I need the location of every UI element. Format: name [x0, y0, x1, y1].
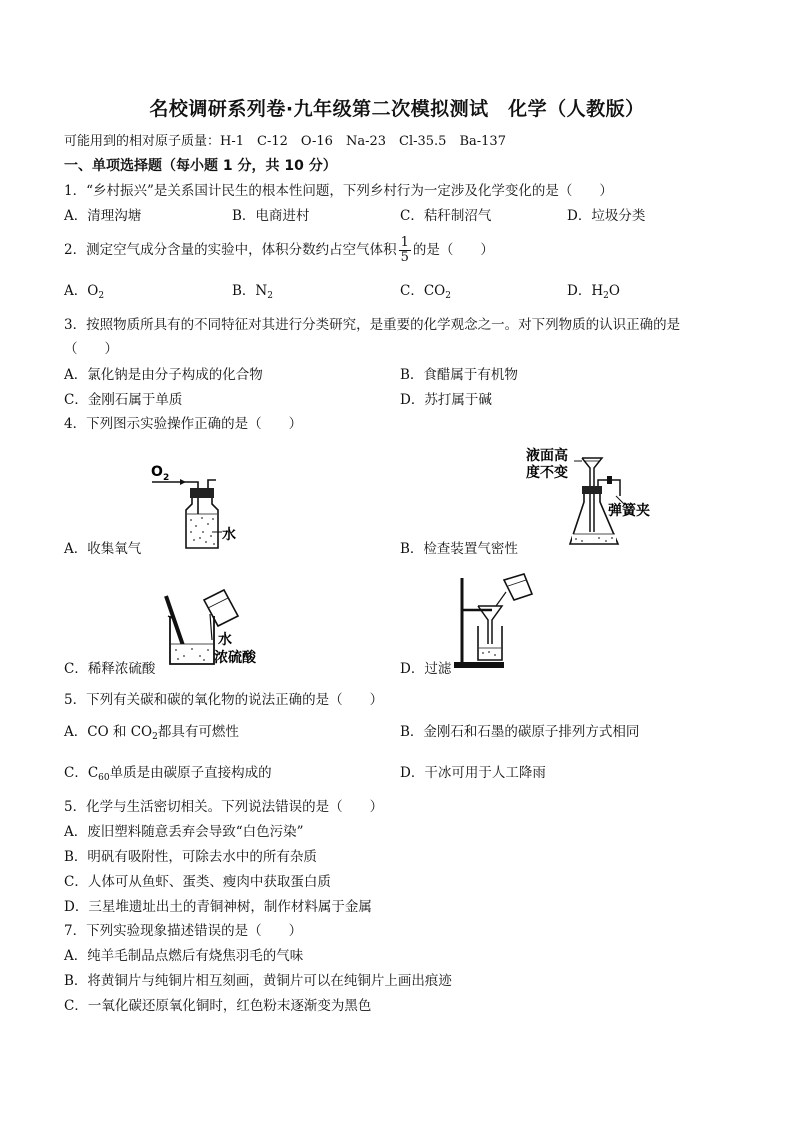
q2-d-pre: D．H	[567, 283, 604, 299]
q2-option-d	[567, 282, 620, 305]
fig-b-label1: 液面高	[526, 448, 568, 464]
q5-option-d: D．干冰可用于人工降雨	[400, 765, 546, 781]
q4-option-c: C．稀释浓硫酸	[64, 661, 156, 677]
q2-option-c	[400, 282, 451, 305]
figure-collect-oxygen	[146, 460, 256, 556]
q2-d-sub: 2	[603, 291, 609, 301]
q2-frac-den: 5	[400, 250, 409, 265]
q1-option-d: D．垃圾分类	[567, 208, 646, 224]
q4-option-a: A．收集氧气	[64, 541, 142, 557]
q2-stem-pre: 2．测定空气成分含量的实验中，体积分数约占空气体积	[64, 242, 397, 258]
fig-a-water-label: 水	[222, 527, 236, 543]
q2-d-post: O	[608, 283, 620, 299]
q5-a-sub: 2	[152, 732, 158, 742]
q3-option-a: A．氯化钠是由分子构成的化合物	[64, 367, 263, 383]
q1-option-c: C．秸秆制沼气	[400, 208, 492, 224]
fig-c-acid-label: 浓硫酸	[214, 650, 256, 666]
q6-option-c: C．人体可从鱼虾、蛋类、瘦肉中获取蛋白质	[64, 874, 331, 890]
q2-b-sub: 2	[267, 291, 273, 301]
q6-option-d: D．三星堆遗址出土的青铜神树，制作材料属于金属	[64, 899, 372, 915]
q2-stem	[64, 233, 494, 267]
page-title: 名校调研系列卷·九年级第二次模拟测试 化学（人教版）	[149, 98, 645, 120]
q2-a-text: A．O	[64, 283, 99, 299]
q5-option-a	[64, 723, 239, 746]
q6-option-a: A．废旧塑料随意丢弃会导致“白色污染”	[64, 824, 304, 840]
q3-stem-cont: （ ）	[64, 341, 118, 357]
fig-b-label2: 度不变	[526, 465, 568, 481]
q2-c-text: C．CO	[400, 283, 446, 299]
figure-filtration	[452, 572, 536, 674]
q5-a-pre: A．CO 和 CO	[64, 724, 153, 740]
q3-option-c: C．金刚石属于单质	[64, 392, 183, 408]
fig-b-clip-label: 弹簧夹	[608, 503, 650, 519]
q1-stem: 1．“乡村振兴”是关系国计民生的根本性问题，下列乡村行为一定涉及化学变化的是（ ）	[64, 183, 613, 199]
q5-c-post: 单质是由碳原子直接构成的	[109, 765, 272, 781]
q4-stem: 4．下列图示实验操作正确的是（ ）	[64, 416, 303, 432]
section-heading: 一、单项选择题（每小题 1 分，共 10 分）	[64, 158, 337, 174]
q6-option-b: B．明矾有吸附性，可除去水中的所有杂质	[64, 849, 317, 865]
q5-option-b: B．金刚石和石墨的碳原子排列方式相同	[400, 724, 640, 740]
q5-option-c	[64, 764, 272, 787]
q5-stem: 5．下列有关碳和碳的氧化物的说法正确的是（ ）	[64, 692, 384, 708]
q4-option-d: D．过滤	[400, 661, 452, 677]
q2-option-a	[64, 282, 104, 305]
fig-c-water-label: 水	[218, 632, 232, 648]
q3-option-d: D．苏打属于碱	[400, 392, 492, 408]
q1-option-a: A．清理沟塘	[64, 208, 142, 224]
q7-stem: 7．下列实验现象描述错误的是（ ）	[64, 923, 303, 939]
q3-option-b: B．食醋属于有机物	[400, 367, 518, 383]
q1-option-b: B．电商进村	[232, 208, 310, 224]
figure-dilute-sulfuric-acid	[158, 586, 273, 674]
q2-stem-post: 的是（ ）	[412, 242, 494, 258]
q5-c-pre: C．C	[64, 765, 99, 781]
q2-option-b	[232, 282, 273, 305]
q2-b-text: B．N	[232, 283, 268, 299]
q5-c-sub: 60	[98, 773, 110, 783]
fig-a-gas-sub: 2	[163, 473, 170, 483]
q2-frac-num: 1	[400, 235, 409, 250]
q7-option-b: B．将黄铜片与纯铜片相互刻画，黄铜片可以在纯铜片上画出痕迹	[64, 973, 452, 989]
q2-fraction	[399, 236, 411, 265]
q5-a-post: 都具有可燃性	[157, 724, 239, 740]
atomic-masses: 可能用到的相对原子质量：H-1 C-12 O-16 Na-23 Cl-35.5 Ba-137	[64, 134, 506, 149]
q7-option-a: A．纯羊毛制品点燃后有烧焦羽毛的气味	[64, 948, 304, 964]
q4-option-b: B．检查装置气密性	[400, 541, 518, 557]
q2-a-sub: 2	[98, 291, 105, 301]
q7-option-c: C．一氧化碳还原氧化铜时，红色粉末逐渐变为黑色	[64, 998, 372, 1014]
q6-stem: 5．化学与生活密切相关。下列说法错误的是（ ）	[64, 799, 384, 815]
q3-stem: 3．按照物质所具有的不同特征对其进行分类研究，是重要的化学观念之一。对下列物质的认识正确的是	[64, 317, 681, 333]
fig-a-gas-label: O	[151, 464, 163, 480]
figure-airtightness-check	[524, 446, 654, 556]
q2-c-sub: 2	[445, 291, 451, 301]
